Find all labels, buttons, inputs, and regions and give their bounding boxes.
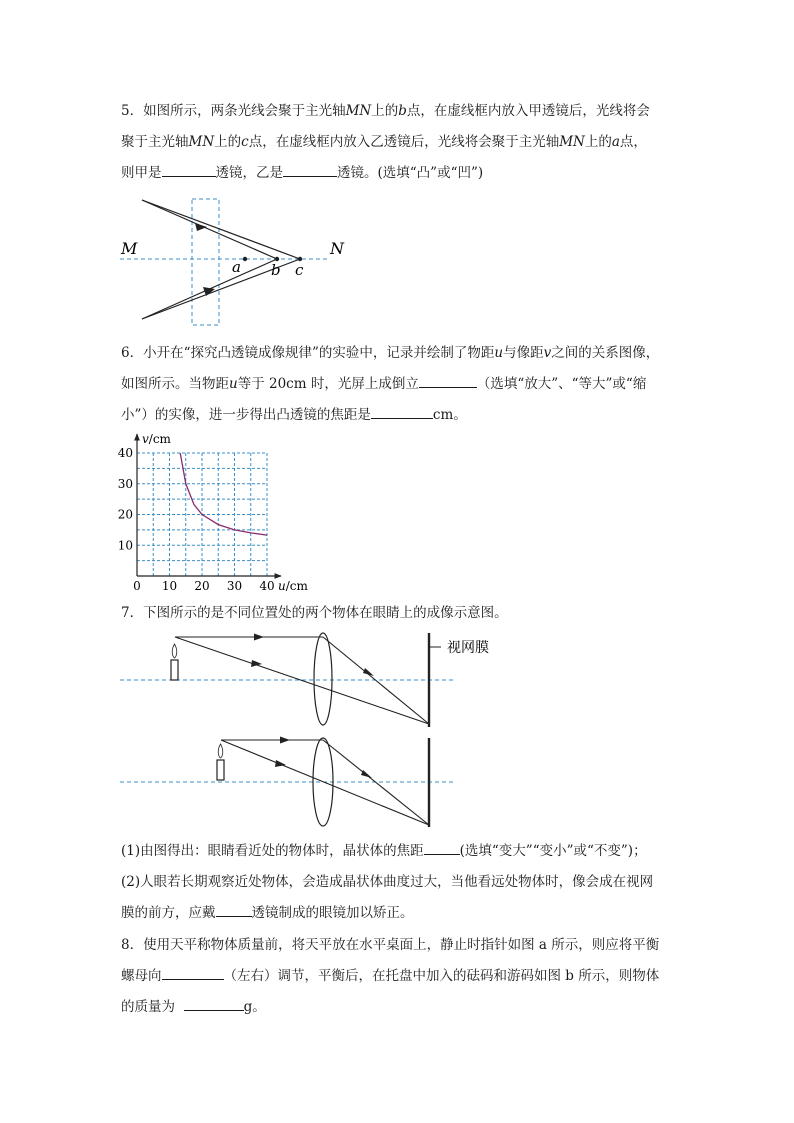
eye-diagram-near	[118, 735, 518, 830]
candle-flame-icon	[218, 744, 223, 758]
answer-blank[interactable]	[162, 162, 216, 177]
q6-line-3: 小”）的实像，进一步得出凸透镜的焦距是 cm。	[121, 400, 681, 431]
answer-blank[interactable]	[371, 404, 433, 419]
y-tick-label: 10	[117, 538, 133, 553]
answer-blank[interactable]	[216, 902, 252, 917]
answer-blank[interactable]	[419, 373, 477, 388]
q6-line-1: 6．小开在“探究凸透镜成像规律”的实验中，记录并绘制了物距u与像距v之间的关系图像，	[121, 345, 660, 361]
x-tick-label: 40	[259, 579, 275, 593]
x-axis-label: u/cm	[278, 579, 308, 593]
answer-blank[interactable]	[184, 996, 244, 1011]
series-curve	[180, 453, 267, 535]
question-7-parts	[121, 836, 681, 929]
question-7	[121, 598, 681, 629]
y-tick-label: 20	[117, 507, 133, 522]
q8-line-1: 8．使用天平称物体质量前，将天平放在水平桌面上，静止时指针如图 a 所示，则应将平衡	[121, 937, 660, 953]
question-6	[121, 338, 681, 431]
eye-diagram-far	[118, 630, 518, 730]
lens-box	[192, 199, 219, 325]
q6-line-2: 如图所示。当物距u等于 20cm 时，光屏上成倒立 （选填“放大”、“等大”或“缩	[121, 369, 681, 400]
q5-line-3: 则甲是 透镜，乙是 透镜。(选填“凸”或“凹”)	[121, 158, 681, 189]
q5-line-2: 聚于主光轴MN上的c点，在虚线框内放入乙透镜后，光线将会聚于主光轴MN上的a点，	[121, 134, 647, 150]
answer-blank[interactable]	[424, 840, 460, 855]
uv-chart	[118, 428, 328, 598]
q5-ray-diagram	[115, 193, 355, 333]
arrow	[361, 770, 372, 778]
ray-top-to-c	[142, 200, 300, 259]
arrow	[280, 737, 290, 744]
q5-line-1: 5．如图所示，两条光线会聚于主光轴MN上的b点，在虚线框内放入甲透镜后，光线将会	[121, 103, 650, 119]
y-axis-label: v/cm	[142, 432, 171, 446]
x-tick-label: 30	[226, 579, 243, 593]
q7-part-2a: (2)人眼若长期观察近处物体，会造成晶状体曲度过大，当他看远处物体时，像会成在视网	[121, 874, 654, 890]
y-tick-label: 40	[117, 446, 133, 460]
label-N: N	[330, 239, 344, 258]
label-c: c	[295, 261, 304, 279]
ray	[221, 740, 429, 825]
answer-blank[interactable]	[162, 965, 224, 980]
q7-title: 7．下图所示的是不同位置处的两个物体在眼睛上的成像示意图。	[121, 605, 508, 621]
q8-line-2: 螺母向 （左右）调节，平衡后，在托盘中加入的砝码和游码如图 b 所示，则物体	[121, 961, 681, 992]
candle-body	[217, 760, 224, 780]
ray-top-to-b	[142, 200, 277, 259]
candle-body	[171, 660, 178, 680]
question-5	[121, 96, 681, 189]
candle-flame-icon	[172, 644, 177, 658]
y-tick-label: 30	[117, 476, 133, 491]
retina-label: 视网膜	[447, 640, 489, 656]
answer-blank[interactable]	[283, 162, 337, 177]
x-tick-label: 0	[133, 579, 141, 593]
arrow	[254, 634, 264, 641]
x-tick-label: 10	[161, 579, 178, 593]
label-a: a	[232, 258, 241, 276]
label-M: M	[121, 239, 138, 258]
x-tick-label: 20	[194, 579, 210, 593]
q8-line-3: 的质量为 g。	[121, 992, 681, 1023]
q7-part-1: (1)由图得出：眼睛看近处的物体时，晶状体的焦距 (选填“变大”“变小”或“不变”)；	[121, 836, 681, 867]
lens-crystalline	[314, 633, 332, 725]
label-b: b	[271, 261, 281, 279]
question-8	[121, 930, 681, 1023]
point-a	[243, 257, 247, 261]
q7-part-2b: 膜的前方，应戴 透镜制成的眼镜加以矫正。	[121, 898, 681, 929]
